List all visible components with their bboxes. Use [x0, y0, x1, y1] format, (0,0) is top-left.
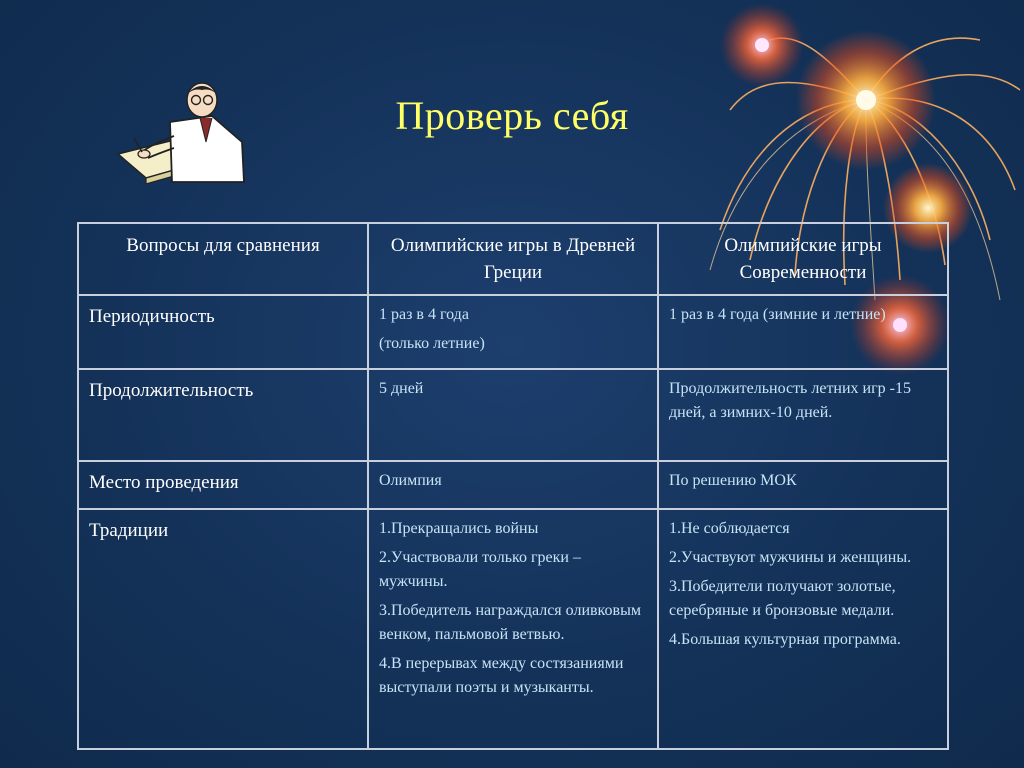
ancient-cell [368, 295, 658, 369]
header-questions: Вопросы для сравнения [78, 223, 368, 295]
header-ancient: Олимпийские игры в Древней Греции [368, 223, 658, 295]
row-label: Периодичность [78, 295, 368, 369]
ancient-cell [368, 509, 658, 749]
slide-title: Проверь себя [395, 93, 629, 138]
table-row [78, 369, 948, 461]
row-label: Продолжительность [78, 369, 368, 461]
cell-line: По решению МОК [669, 472, 797, 489]
row-label: Традиции [78, 509, 368, 749]
cell-line: 3.Победитель награждался оливковым венком, пальмовой ветвью. [379, 602, 641, 643]
cell-line: 1 раз в 4 года (зимние и летние) [669, 306, 886, 323]
modern-cell [658, 369, 948, 461]
modern-cell [658, 509, 948, 749]
table-header-row [78, 223, 948, 295]
modern-cell [658, 295, 948, 369]
cell-line: Олимпия [379, 472, 442, 489]
cell-line: 1.Прекращались войны [379, 520, 539, 537]
table-row [78, 461, 948, 509]
cell-line: 2.Участвовали только греки – мужчины. [379, 549, 581, 590]
cell-line: 1 раз в 4 года [379, 306, 469, 323]
header-modern: Олимпийские игры Современности [658, 223, 948, 295]
cell-line: 2.Участвуют мужчины и женщины. [669, 549, 912, 566]
row-label: Место проведения [78, 461, 368, 509]
cell-line: 4.Большая культурная программа. [669, 631, 901, 648]
cell-line: 5 дней [379, 380, 424, 397]
cell-line: 4.В перерывах между состязаниями выступали поэты и музыканты. [379, 655, 624, 696]
cell-line: (только летние) [379, 335, 485, 352]
cell-line: 3.Победители получают золотые, серебряные и бронзовые медали. [669, 578, 896, 619]
table-row [78, 295, 948, 369]
cell-line: Продолжительность летних игр -15 дней, а зимних-10 дней. [669, 380, 912, 421]
ancient-cell [368, 369, 658, 461]
cell-line: 1.Не соблюдается [669, 520, 790, 537]
comparison-table [77, 222, 949, 750]
table-row [78, 509, 948, 749]
modern-cell [658, 461, 948, 509]
ancient-cell [368, 461, 658, 509]
